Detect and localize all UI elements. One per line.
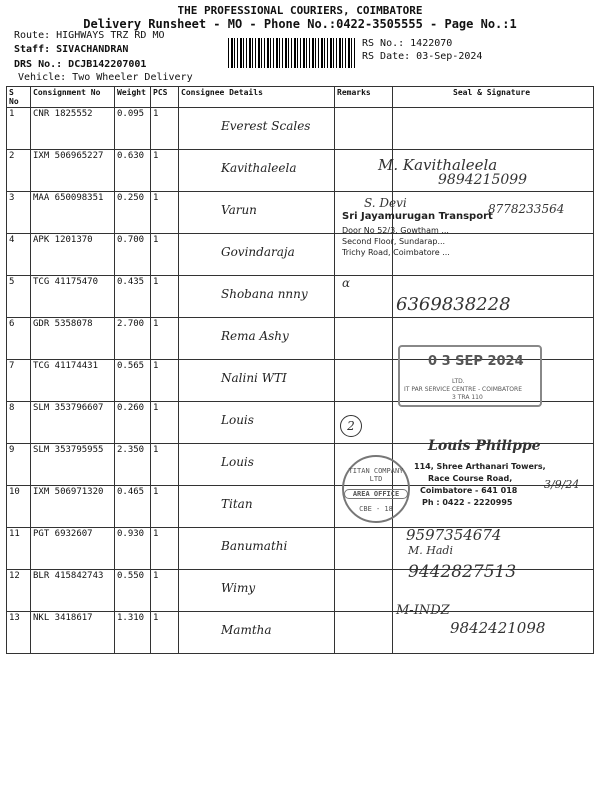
consignee-handwriting: Wimy — [221, 581, 256, 595]
s-no-cell: 3 — [7, 192, 31, 234]
s-no-cell: 2 — [7, 150, 31, 192]
pcs-cell: 1 — [151, 318, 179, 360]
pcs-cell: 1 — [151, 402, 179, 444]
pcs-cell: 1 — [151, 444, 179, 486]
vehicle-label: Vehicle: Two Wheeler Delivery — [18, 72, 193, 83]
weight-cell: 0.565 — [115, 360, 151, 402]
col-header: Remarks — [335, 87, 393, 108]
s-no-cell: 7 — [7, 360, 31, 402]
pcs-cell: 1 — [151, 528, 179, 570]
consignee-handwriting: Varun — [221, 203, 257, 217]
pcs-cell: 1 — [151, 150, 179, 192]
consignee-handwriting: Mamtha — [221, 623, 272, 637]
louis-address-1: 114, Shree Arthanari Towers, — [414, 462, 546, 471]
received-stamp — [398, 345, 542, 407]
consignee-handwriting: Titan — [221, 497, 253, 511]
pcs-cell: 1 — [151, 612, 179, 654]
signature-13-name: M-INDZ — [396, 603, 450, 618]
signature-13-phone: 9842421098 — [450, 619, 546, 637]
consignment-cell: GDR 5358078 — [31, 318, 115, 360]
louis-address-3: Coimbatore - 641 018 — [420, 486, 518, 495]
signature-5-phone: 6369838228 — [396, 294, 511, 315]
route-label: Route: HIGHWAYS TRZ RD MO — [14, 30, 165, 41]
remarks-cell — [335, 108, 393, 150]
consignee-cell — [179, 234, 335, 276]
pcs-cell: 1 — [151, 192, 179, 234]
consignment-cell: TCG 41175470 — [31, 276, 115, 318]
transport-stamp-line1: Door No 52/3, Gowtham ... — [342, 226, 449, 235]
col-header: S No — [7, 87, 31, 108]
titan-seal-top: TITAN COMPANY LTD — [348, 467, 404, 483]
received-stamp-line1: LTD. — [452, 378, 465, 385]
signature-3-name: S. Devi — [364, 196, 407, 210]
consignee-cell — [179, 612, 335, 654]
louis-address-2: Race Course Road, — [428, 474, 513, 483]
weight-cell: 0.465 — [115, 486, 151, 528]
titan-seal — [342, 455, 410, 523]
consignment-cell: IXM 506965227 — [31, 150, 115, 192]
louis-philippe-brand: Louis Philippe — [428, 438, 541, 454]
consignment-cell: SLM 353796607 — [31, 402, 115, 444]
company-title: THE PROFESSIONAL COURIERS, COIMBATORE — [177, 4, 423, 17]
signature-2-name: M. Kavithaleela — [378, 156, 498, 174]
s-no-cell: 12 — [7, 570, 31, 612]
consignee-cell — [179, 192, 335, 234]
consignment-cell: APK 1201370 — [31, 234, 115, 276]
s-no-cell: 1 — [7, 108, 31, 150]
weight-cell: 0.435 — [115, 276, 151, 318]
consignee-handwriting: Nalini WTI — [221, 371, 287, 385]
rs-number: RS No.: 1422070 — [362, 38, 453, 49]
consignment-cell: IXM 506971320 — [31, 486, 115, 528]
weight-cell: 0.700 — [115, 234, 151, 276]
weight-cell: 2.700 — [115, 318, 151, 360]
weight-cell: 0.260 — [115, 402, 151, 444]
s-no-cell: 9 — [7, 444, 31, 486]
signature-12-phone: 9442827513 — [408, 562, 517, 582]
transport-stamp-line2: Second Floor, Sundarap... — [342, 237, 446, 246]
s-no-cell: 5 — [7, 276, 31, 318]
s-no-cell: 4 — [7, 234, 31, 276]
consignee-cell — [179, 486, 335, 528]
received-stamp-date: 0 3 SEP 2024 — [428, 354, 524, 369]
consignment-cell: NKL 3418617 — [31, 612, 115, 654]
col-header: Consignee Details — [179, 87, 335, 108]
runsheet-subtitle: Delivery Runsheet - MO - Phone No.:0422-3505555 - Page No.:1 — [83, 17, 517, 31]
consignee-handwriting: Rema Ashy — [221, 329, 289, 343]
remarks-cell — [335, 528, 393, 570]
consignee-handwriting: Kavithaleela — [221, 161, 297, 175]
consignee-cell — [179, 276, 335, 318]
received-stamp-line3: 3 TRA 110 — [452, 394, 483, 401]
remarks-cell — [335, 612, 393, 654]
pcs-cell: 1 — [151, 108, 179, 150]
consignee-handwriting: Shobana nnny — [221, 287, 308, 301]
louis-phone: Ph : 0422 - 2220995 — [422, 498, 513, 507]
consignee-handwriting: Banumathi — [221, 539, 288, 553]
remarks-cell — [335, 360, 393, 402]
weight-cell: 0.630 — [115, 150, 151, 192]
signature-cell — [393, 108, 594, 150]
weight-cell: 0.250 — [115, 192, 151, 234]
pcs-cell: 1 — [151, 486, 179, 528]
drs-label: DRS No.: DCJB142207001 — [14, 59, 147, 70]
s-no-cell: 11 — [7, 528, 31, 570]
consignee-handwriting: Louis — [221, 413, 254, 427]
weight-cell: 2.350 — [115, 444, 151, 486]
consignee-handwriting: Govindaraja — [221, 245, 295, 259]
s-no-cell: 10 — [7, 486, 31, 528]
weight-cell: 0.550 — [115, 570, 151, 612]
barcode — [228, 38, 356, 68]
consignee-cell — [179, 444, 335, 486]
transport-stamp-line3: Trichy Road, Coimbatore ... — [342, 248, 450, 257]
received-stamp-line2: IT PAR SERVICE CENTRE - COIMBATORE — [404, 386, 522, 393]
s-no-cell: 6 — [7, 318, 31, 360]
transport-stamp-name: Sri Jayamurugan Transport — [342, 211, 493, 222]
consignee-cell — [179, 318, 335, 360]
rs-date: RS Date: 03-Sep-2024 — [362, 51, 483, 62]
consignee-cell — [179, 570, 335, 612]
weight-cell: 0.095 — [115, 108, 151, 150]
col-header: PCS — [151, 87, 179, 108]
consignment-cell: TCG 41174431 — [31, 360, 115, 402]
consignee-handwriting: Everest Scales — [221, 119, 311, 133]
consignee-cell — [179, 402, 335, 444]
weight-cell: 1.310 — [115, 612, 151, 654]
consignment-cell: SLM 353795955 — [31, 444, 115, 486]
signature-3-phone: 8778233564 — [488, 202, 565, 216]
signature-2-phone: 9894215099 — [438, 172, 528, 188]
signature-11-phone: 9597354674 — [406, 526, 502, 544]
consignee-cell — [179, 108, 335, 150]
consignee-cell — [179, 150, 335, 192]
col-header: Consignment No — [31, 87, 115, 108]
pcs-cell: 1 — [151, 360, 179, 402]
remark-5: α — [342, 276, 351, 290]
consignment-cell: PGT 6932607 — [31, 528, 115, 570]
remarks-cell — [335, 570, 393, 612]
consignee-handwriting: Louis — [221, 455, 254, 469]
circled-number: 2 — [340, 415, 362, 437]
consignment-cell: BLR 415842743 — [31, 570, 115, 612]
table-row — [7, 234, 594, 276]
consignment-cell: MAA 650098351 — [31, 192, 115, 234]
weight-cell: 0.930 — [115, 528, 151, 570]
pcs-cell: 1 — [151, 570, 179, 612]
col-header: Seal & Signature — [393, 87, 594, 108]
titan-seal-middle: AREA OFFICE — [344, 489, 408, 499]
consignee-cell — [179, 360, 335, 402]
remarks-cell — [335, 318, 393, 360]
s-no-cell: 8 — [7, 402, 31, 444]
staff-label: Staff: SIVACHANDRAN — [14, 44, 129, 55]
table-header-row — [7, 87, 594, 108]
table-row — [7, 108, 594, 150]
consignee-cell — [179, 528, 335, 570]
s-no-cell: 13 — [7, 612, 31, 654]
consignment-cell: CNR 1825552 — [31, 108, 115, 150]
pcs-cell: 1 — [151, 234, 179, 276]
signature-11-name: M. Hadi — [408, 544, 453, 557]
titan-seal-bottom: CBE - 18 — [359, 505, 393, 513]
pcs-cell: 1 — [151, 276, 179, 318]
col-header: Weight — [115, 87, 151, 108]
date-10: 3/9/24 — [544, 478, 580, 491]
